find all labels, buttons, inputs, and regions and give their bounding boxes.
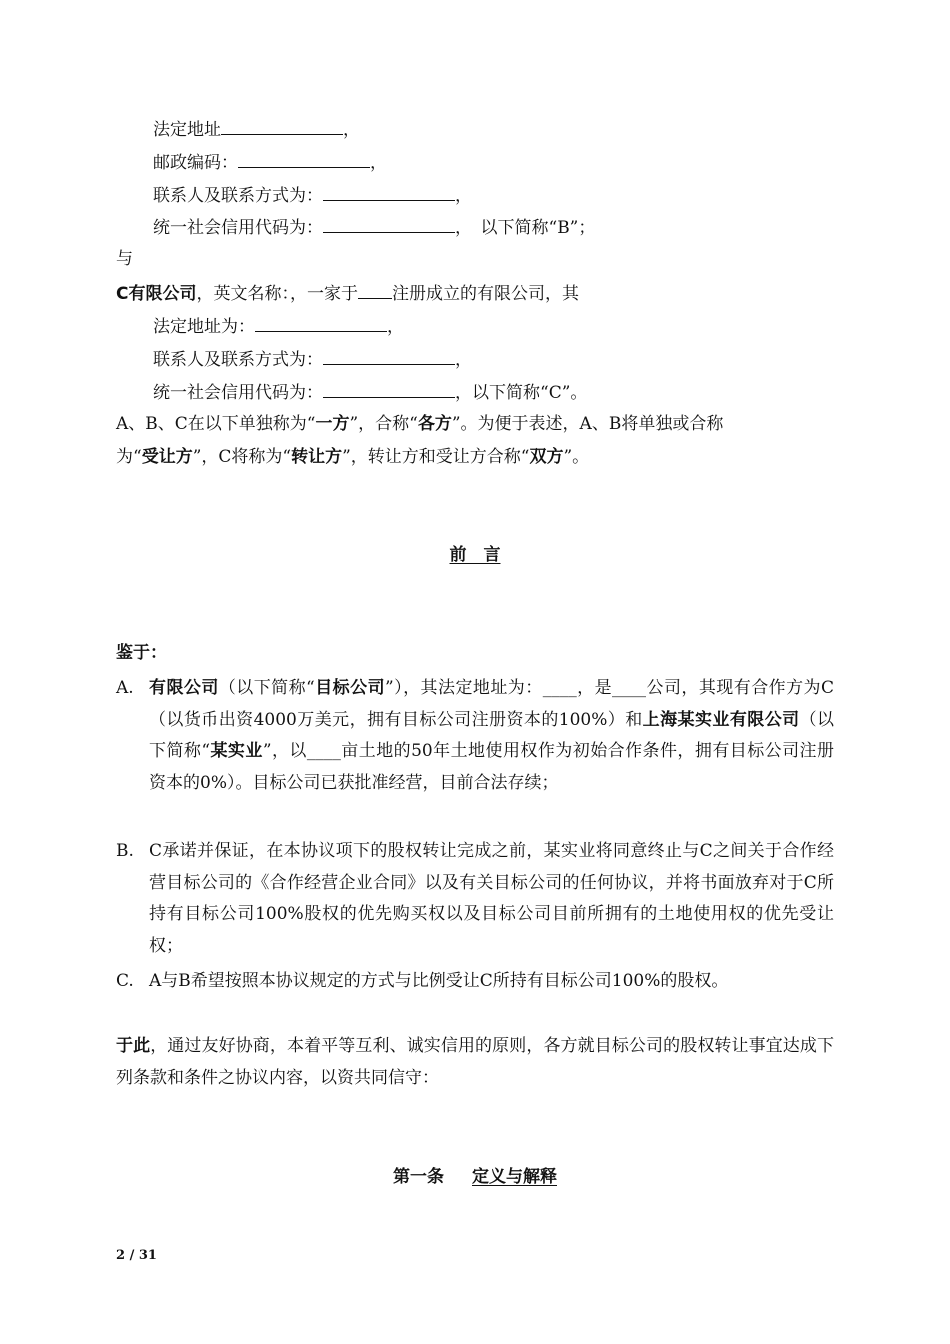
- recital-b-text: C承诺并保证，在本协议项下的股权转让完成之前，某实业将同意终止与C之间关于合作经营目标公司的《合作经营企业合同》以及有关目标公司的任何协议，并将书面放弃对于C所持有目标公司100%股权的优先购买权以及目标公司目前所拥有的土地使用权的优先受让权；: [149, 841, 834, 956]
- c-credit-code-field[interactable]: [323, 379, 455, 398]
- partner-company-name: 上海某实业有限公司: [642, 709, 800, 730]
- b-postcode-line: 邮政编码： ，: [153, 149, 387, 175]
- b-credit-code-label: 统一社会信用代码为：: [153, 218, 323, 238]
- conclusion-paragraph: [116, 1030, 834, 1094]
- and-word: 与: [116, 249, 133, 269]
- party-def-text: ”。: [563, 447, 590, 467]
- party-def-text: ”。为便于表述，A、B将单独或合称: [451, 414, 724, 434]
- b-legal-address-label: 法定地址: [153, 120, 221, 140]
- whereas-label: [116, 641, 167, 665]
- recital-c-text: A与B希望按照本协议规定的方式与比例受让C所持有目标公司100%的股权。: [149, 971, 729, 991]
- c-contact-line: 联系人及联系方式为： ，: [153, 346, 472, 372]
- recital-b: [116, 836, 834, 962]
- conclusion-text: ，通过友好协商，本着平等互利、诚实信用的原则，各方就目标公司的股权转让事宜达成下列条款和条件之协议内容，以资共同信守：: [116, 1036, 835, 1088]
- c-intro-text: ，英文名称：，一家于: [196, 284, 358, 304]
- b-contact-label: 联系人及联系方式为：: [153, 186, 323, 206]
- whereas-text: 鉴于：: [116, 643, 167, 663]
- b-short-name: 以下简称“B”；: [480, 218, 596, 238]
- c-credit-code-line: [153, 379, 587, 405]
- b-postcode-field[interactable]: [238, 149, 370, 168]
- c-contact-field[interactable]: [323, 346, 455, 365]
- c-company-name: C有限公司: [116, 284, 197, 304]
- recital-a-text: [149, 673, 834, 799]
- recital-a: [116, 673, 834, 799]
- c-intro-tail: 注册成立的有限公司，其: [391, 284, 579, 304]
- preface-heading: [0, 543, 950, 567]
- page-number: 2 / 31: [116, 1248, 157, 1263]
- term-transferee: 受让方: [141, 447, 193, 467]
- party-definition-line-2: [116, 445, 589, 469]
- preface-title: 前 言: [449, 545, 501, 565]
- c-registration-place-field[interactable]: [358, 280, 392, 299]
- party-def-text: A、B、C在以下单独称为“: [116, 414, 316, 434]
- article-1-heading: [0, 1165, 950, 1189]
- recital-a-label: A.: [116, 678, 134, 698]
- c-intro-line: [116, 280, 579, 306]
- conclusion-lead: 于此: [116, 1036, 151, 1056]
- c-short-name: ，以下简称“C”。: [455, 383, 588, 403]
- c-legal-address-field[interactable]: [255, 313, 387, 332]
- term-partner-short: 某实业: [210, 741, 263, 761]
- party-def-text: ”，转让方和受让方合称“: [342, 447, 530, 467]
- article-number: 第一条: [393, 1167, 444, 1187]
- party-def-text: 为“: [116, 447, 142, 467]
- term-both-parties: 双方: [529, 447, 564, 467]
- b-legal-address-line: 法定地址 ，: [153, 116, 360, 142]
- target-company-name: 有限公司: [149, 678, 219, 698]
- b-credit-code-field[interactable]: [323, 214, 455, 233]
- article-title: 定义与解释: [472, 1167, 557, 1187]
- b-contact-field[interactable]: [323, 182, 455, 201]
- b-credit-code-line: 统一社会信用代码为： ， 以下简称“B”；: [153, 214, 595, 240]
- c-credit-code-label: 统一社会信用代码为：: [153, 383, 323, 403]
- b-contact-line: 联系人及联系方式为： ，: [153, 182, 472, 208]
- term-transferor: 转让方: [291, 447, 343, 467]
- term-one-party: 一方: [315, 414, 350, 434]
- b-legal-address-field[interactable]: [221, 116, 343, 135]
- recital-text: ”），其法定地址为：____，是____公司，其现有合作方为C（以货币出资4000万美元，拥有目标公司注册资本的100%）和: [149, 678, 835, 730]
- recital-c: [116, 966, 834, 998]
- c-legal-address-label: 法定地址为：: [153, 317, 255, 337]
- recital-b-label: B.: [116, 841, 134, 861]
- c-legal-address-line: 法定地址为： ，: [153, 313, 404, 339]
- recital-text: （以下简称“: [149, 709, 834, 761]
- b-postcode-label: 邮政编码：: [153, 153, 238, 173]
- party-def-text: ”，合称“: [349, 414, 418, 434]
- party-def-text: ”，C将称为“: [192, 447, 292, 467]
- recital-text: ”，以____亩土地的50年土地使用权作为初始合作条件，拥有目标公司注册资本的0%）。目标公司已获批准经营，目前合法存续；: [149, 741, 834, 793]
- term-target-company: 目标公司: [314, 678, 386, 698]
- recital-c-label: C.: [116, 971, 134, 991]
- party-definition-line-1: [116, 412, 723, 436]
- term-all-parties: 各方: [417, 414, 452, 434]
- c-contact-label: 联系人及联系方式为：: [153, 350, 323, 370]
- recital-text: （以下简称“: [218, 678, 315, 698]
